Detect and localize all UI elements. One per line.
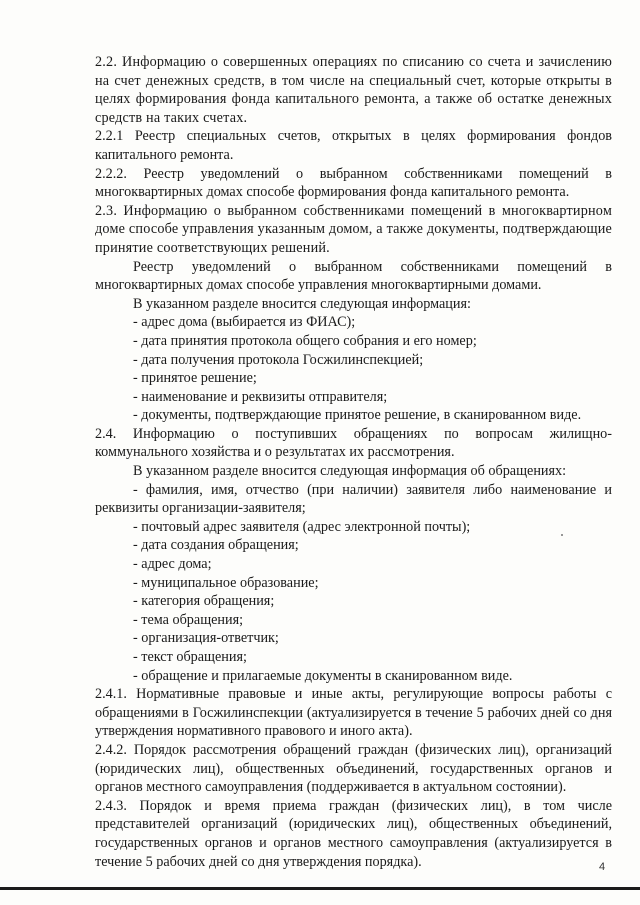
paragraph-2-4-1: 2.4.1. Нормативные правовые и иные акты, регулирующие вопросы работы с обращениями в Госжилинспекции (актуализируется в течение 5 рабочих дней со дня утверждения нормативного правового и иного акта). <box>95 686 612 740</box>
list-item: - дата создания обращения; <box>133 537 299 554</box>
paragraph-appeals-intro: В указанном разделе вносится следующая информация об обращениях: <box>133 463 567 480</box>
list-item: - дата принятия протокола общего собрания и его номер; <box>133 332 477 349</box>
list-item: - тема обращения; <box>133 611 244 628</box>
list-item: - муниципальное образование; <box>133 574 319 591</box>
list-item: - наименование и реквизиты отправителя; <box>133 388 388 405</box>
list-item: - почтовый адрес заявителя (адрес электронной почты); <box>133 518 471 535</box>
list-item: - организация-ответчик; <box>133 630 279 647</box>
list-item: - обращение и прилагаемые документы в сканированном виде. <box>133 667 513 684</box>
paragraph-2-3: 2.3. Информацию о выбранном собственниками помещений в многоквартирном доме способе управления указанным домом, а также документы, подтверждающие принятие соответствующих решений. <box>95 202 612 256</box>
page-bottom-edge <box>0 887 640 890</box>
list-item: - документы, подтверждающие принятое решение, в сканированном виде. <box>133 407 582 424</box>
paragraph-section-intro: В указанном разделе вносится следующая информация: <box>133 295 471 312</box>
page-number: 4 <box>599 861 606 873</box>
document-body <box>95 53 612 871</box>
list-item: - принятое решение; <box>133 370 257 387</box>
list-item: - дата получения протокола Госжилинспекцией; <box>133 351 424 368</box>
list-item: - адрес дома; <box>133 556 212 573</box>
list-item: - категория обращения; <box>133 593 275 610</box>
paragraph-2-4: 2.4. Информацию о поступивших обращениях по вопросам жилищно-коммунального хозяйства и о результатах их рассмотрения. <box>95 425 612 461</box>
paragraph-2-2-1: 2.2.1 Реестр специальных счетов, открытых в целях формирования фондов капитального ремонта. <box>95 128 612 163</box>
paragraph-registry: Реестр уведомлений о выбранном собственниками помещений в многоквартирных домах способе управления многоквартирными домами. <box>95 258 612 294</box>
list-item: - фамилия, имя, отчество (при наличии) заявителя либо наименование и реквизиты организации-заявителя; <box>95 481 612 517</box>
list-item: - текст обращения; <box>133 649 247 665</box>
scan-speck <box>561 534 563 536</box>
paragraph-2-4-3: 2.4.3. Порядок и время приема граждан (физических лиц), в том числе представителей организаций (юридических лиц), общественных объединений, государственных органов и органов местного самоуправления (актуализируется в течение 5 рабочих дней со дня утверждения порядка). <box>95 797 612 870</box>
paragraph-2-4-2: 2.4.2. Порядок рассмотрения обращений граждан (физических лиц), организаций (юридических лиц), общественных объединений, государственных органов и органов местного самоуправления (поддерживается в актуальном состоянии). <box>95 741 612 796</box>
paragraph-2-2-2: 2.2.2. Реестр уведомлений о выбранном собственниками помещений в многоквартирных домах способе формирования фонда капитального ремонта. <box>95 165 612 201</box>
list-item: - адрес дома (выбирается из ФИАС); <box>133 314 356 331</box>
paragraph-2-2: 2.2. Информацию о совершенных операциях по списанию со счета и зачислению на счет денежных средств, в том числе на специальный счет, которые открыты в целях формирования фонда капитального ремонта, а также об остатке денежных средств на таких счетах. <box>95 54 612 126</box>
